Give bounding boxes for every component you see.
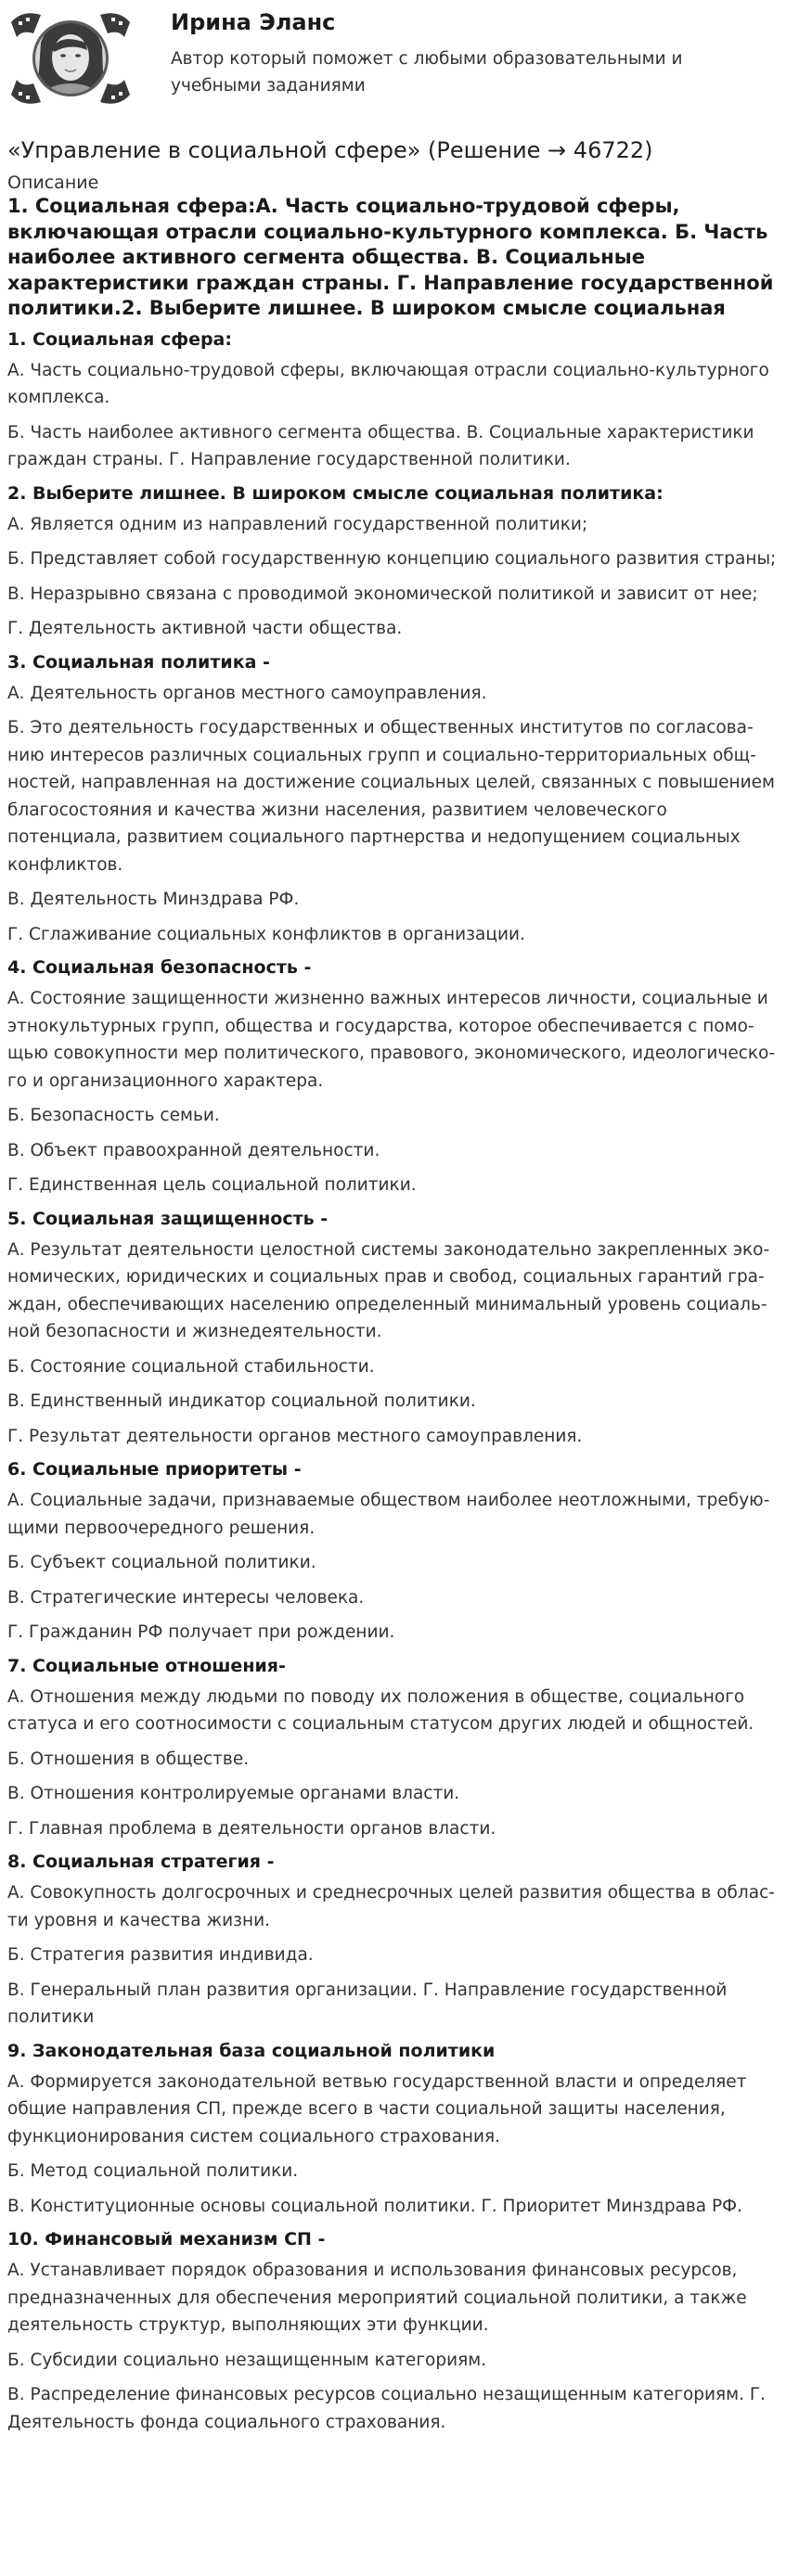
answer-option: Б. Безопасность семьи.: [7, 1106, 220, 1125]
answer-option: А. Состояние защищенности жизненно важных интересов личности, социальные и этнокультурных групп, общества и государства, которое обеспечивается с помо- щью совокупности мер политического, правового, экономического, идеологическо- го и организационного характера.: [7, 989, 776, 1091]
answer-option: Г. Деятельность активной части общества.: [7, 619, 403, 638]
description-lead: 1. Социальная сфера:А. Часть социально-трудовой сферы, включающая отрасли социально-культурного комплекса. Б. Часть наиболее активного сегмента общества. В. Социальные характеристики граждан страны. Г. Направление государственной политики.2. Выберите лишнее. В широком смысле социальная: [7, 195, 774, 319]
author-avatar[interactable]: [6, 6, 135, 111]
answer-option: А. Результат деятельности целостной системы законодательно закрепленных эко- номических, юридических и социальных прав и свобод, социальных гарантий гра- ждан, обеспечивающих населению определенный минимальный уровень социаль- ной безопасности и жизнедеятельности.: [7, 1239, 770, 1341]
question-heading: 8. Социальная стратегия -: [7, 1852, 275, 1872]
question-block: [7, 650, 780, 949]
answer-option: Б. Состояние социальной стабильности.: [7, 1356, 375, 1377]
answer-option: Б. Отношения в обществе.: [7, 1749, 250, 1769]
answer-option: Г. Сглаживание социальных конфликтов в организации.: [7, 924, 525, 944]
answer-option: В. Генеральный план развития организации. Г. Направление государственной политики: [7, 1980, 728, 2027]
answer-option: Б. Стратегия развития индивида.: [7, 1945, 314, 1965]
answer-option: В. Распределение финансовых ресурсов социально незащищенным категориям. Г. Деятельность фонда социального страхования.: [7, 2385, 767, 2432]
question-block: [7, 1850, 780, 2031]
question-heading: 4. Социальная безопасность -: [7, 957, 312, 978]
question-heading: 10. Финансовый механизм СП -: [7, 2229, 326, 2249]
answer-option: А. Деятельность органов местного самоуправления.: [7, 683, 487, 703]
question-heading: 3. Социальная политика -: [7, 651, 270, 673]
answer-option: А. Является одним из направлений государственной политики;: [7, 514, 588, 534]
answer-option: А. Отношения между людьми по поводу их положения в обществе, социального статуса и его соотносимости с социальным статусом других людей и общностей.: [7, 1686, 754, 1734]
question-heading: 5. Социальная защищенность -: [7, 1208, 329, 1229]
answer-option: Б. Субсидии социально незащищенным категориям.: [7, 2350, 487, 2370]
question-block: [7, 481, 780, 643]
answer-option: А. Совокупность долгосрочных и среднесрочных целей развития общества в облас- ти уровня и качества жизни.: [7, 1883, 775, 1930]
author-info: [135, 6, 728, 121]
answer-option: В. Конституционные основы социальной политики. Г. Приоритет Минздрава РФ.: [7, 2196, 742, 2216]
answer-option: Б. Часть наиболее активного сегмента общества. В. Социальные характеристики граждан страны. Г. Направление государственной политики.: [7, 422, 754, 469]
author-name[interactable]: Ирина Эланс: [171, 9, 336, 35]
answer-option: Г. Гражданин РФ получает при рождении.: [7, 1622, 395, 1642]
answer-option: А. Устанавливает порядок образования и использования финансовых ресурсов, предназначенных для обеспечения мероприятий социальной политики, а также деятельность структур, выполняющих эти функции.: [7, 2261, 747, 2335]
answer-option: А. Формируется законодательной ветвью государственной власти и определяет общие направления СП, прежде всего в части социальной защиты населения, функционирования систем социального страхования.: [7, 2071, 747, 2147]
author-description: Автор который поможет с любыми образовательными и учебными заданиями: [171, 49, 683, 96]
question-block: [7, 2227, 780, 2436]
answer-option: Г. Результат деятельности органов местного самоуправления.: [7, 1426, 583, 1446]
answer-option: В. Объект правоохранной деятельности.: [7, 1140, 380, 1160]
description-label: Описание: [7, 173, 99, 193]
question-block: [7, 1654, 780, 1843]
answer-option: В. Единственный индикатор социальной политики.: [7, 1391, 476, 1411]
question-heading: 6. Социальные приоритеты -: [7, 1459, 302, 1480]
answer-option: Г. Единственная цель социальной политики.: [7, 1175, 417, 1195]
question-block: [7, 327, 780, 474]
question-block: [7, 2039, 780, 2221]
document-title: «Управление в социальной сфере» (Решение → 46722): [7, 137, 653, 163]
question-block: [7, 1207, 780, 1451]
question-heading: 7. Социальные отношения-: [7, 1655, 286, 1676]
answer-option: В. Неразрывно связана с проводимой экономической политикой и зависит от нее;: [7, 583, 758, 604]
question-heading: 1. Социальная сфера:: [7, 328, 232, 350]
answer-option: В. Отношения контролируемые органами власти.: [7, 1784, 460, 1803]
author-card: [0, 0, 786, 121]
answer-option: Б. Представляет собой государственную концепцию социального развития страны;: [7, 549, 777, 569]
answer-option: Б. Субъект социальной политики.: [7, 1553, 316, 1572]
question-heading: 9. Законодательная база социальной политики: [7, 2040, 496, 2061]
answer-option: Г. Главная проблема в деятельности органов власти.: [7, 1818, 496, 1839]
answer-option: В. Стратегические интересы человека.: [7, 1587, 365, 1608]
question-block: [7, 1457, 780, 1647]
question-list: [7, 327, 780, 2437]
answer-option: Б. Это деятельность государственных и общественных институтов по согласова- нию интересов различных социальных групп и социально-территориальных общ- ностей, направленная на достижение социальных целей, связанных с повышением благосостояния и качества жизни населения, развитием человеческого потенциала, развитием социального партнерства и недопущением социальных конфликтов.: [7, 718, 776, 875]
answer-option: А. Социальные задачи, признаваемые обществом наиболее неотложными, требую- щими первоочередного решения.: [7, 1491, 770, 1538]
answer-option: Б. Метод социальной политики.: [7, 2161, 299, 2181]
question-block: [7, 955, 780, 1199]
question-heading: 2. Выберите лишнее. В широком смысле социальная политика:: [7, 482, 664, 504]
avatar-film-frame-icon: [6, 6, 135, 111]
answer-option: В. Деятельность Минздрава РФ.: [7, 890, 300, 909]
answer-option: А. Часть социально-трудовой сферы, включающая отрасли социально-культурного комплекса.: [7, 360, 769, 407]
